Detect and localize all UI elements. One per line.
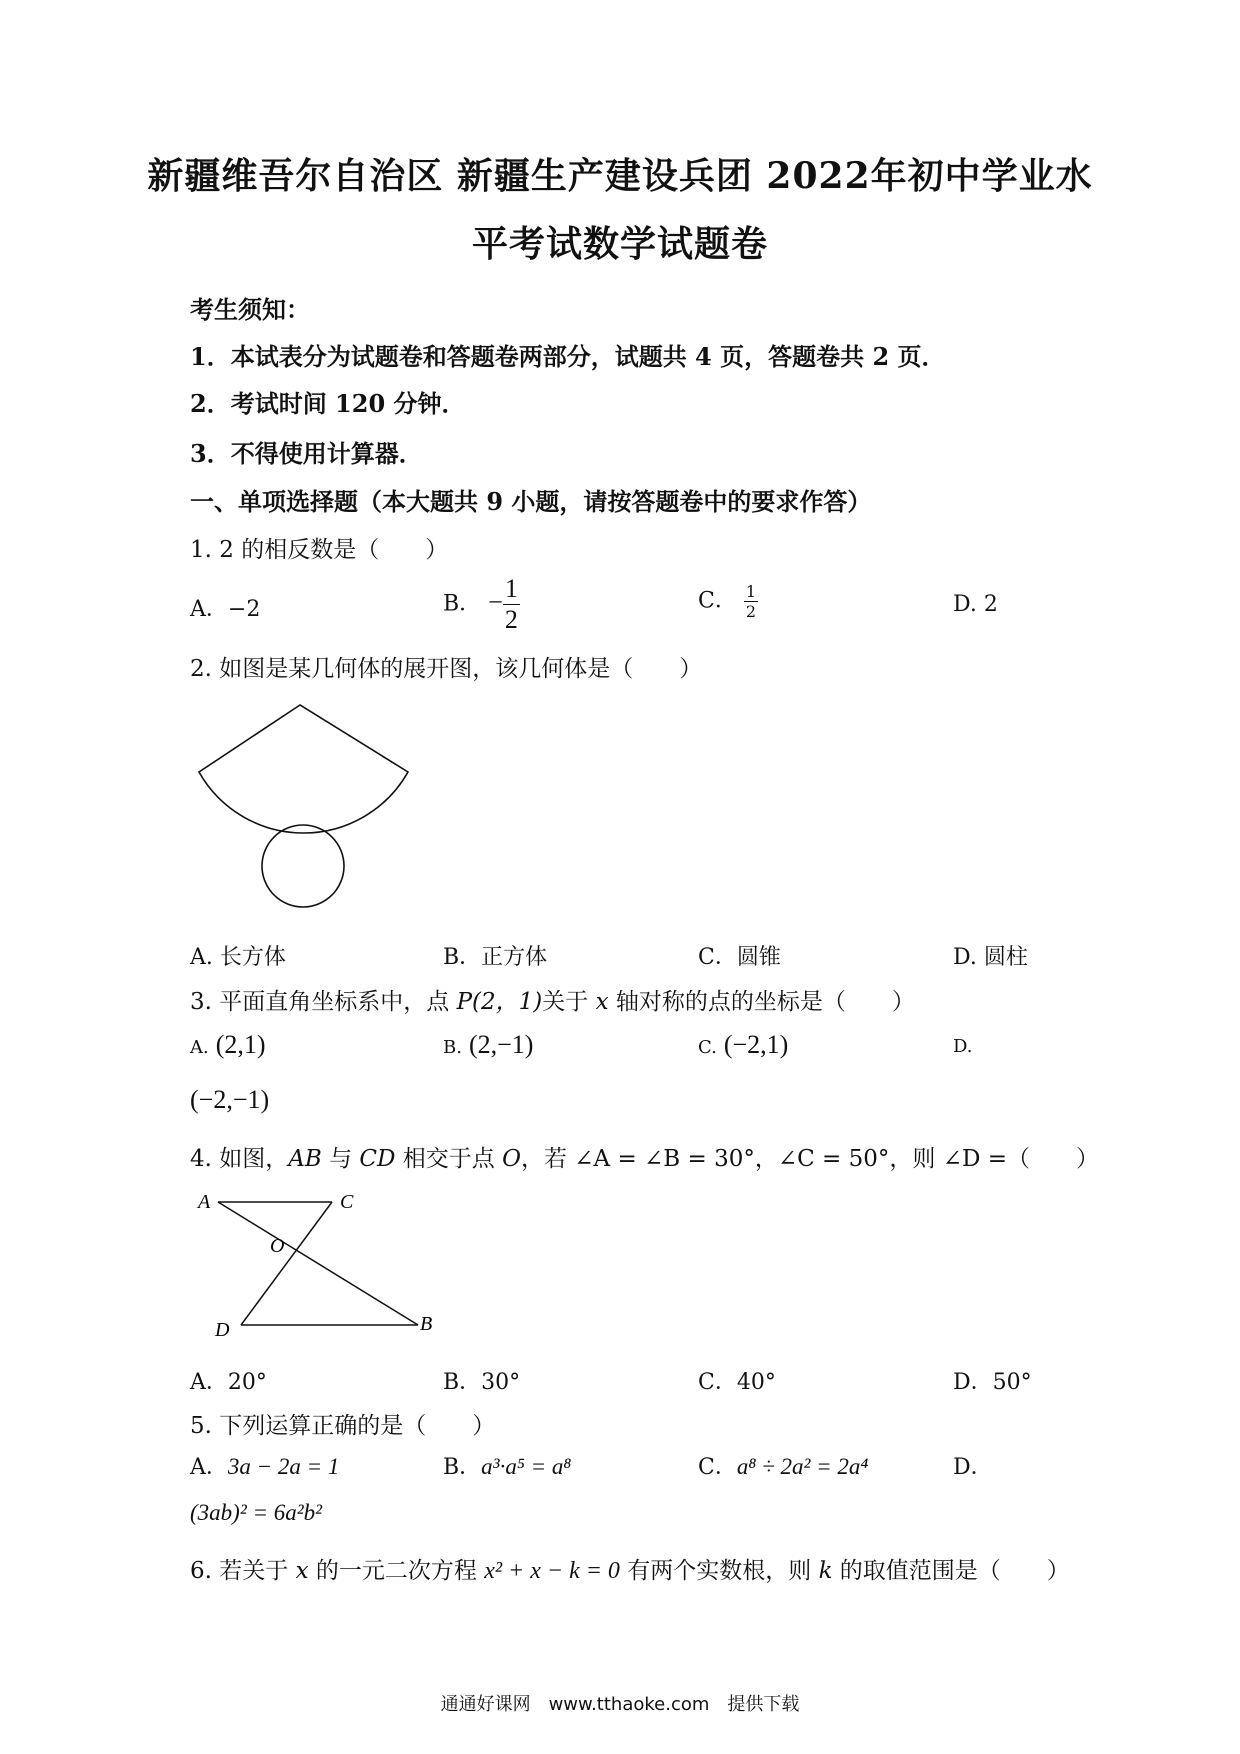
stem-text: 的一元二次方程 <box>308 1558 485 1584</box>
option-label: C. <box>698 1037 717 1058</box>
intersecting-lines-figure <box>190 1190 450 1340</box>
base-circle <box>262 825 344 907</box>
option-label: B. <box>443 1037 462 1058</box>
option-label: A. <box>190 1037 209 1058</box>
section-heading: 一、单项选择题（本大题共 9 小题，请按答题卷中的要求作答） <box>190 487 872 516</box>
fraction-denominator: 2 <box>745 602 757 621</box>
fraction-denominator: 2 <box>504 605 518 634</box>
question-1-option-b <box>443 574 520 635</box>
fraction-numerator: 1 <box>745 582 757 601</box>
stem-text: 与 <box>321 1146 360 1172</box>
axis-variable: x <box>595 989 609 1015</box>
option-value: (3ab)² = 6a²b² <box>190 1500 323 1525</box>
question-3-stem <box>190 983 915 1016</box>
question-6-stem <box>190 1552 1070 1585</box>
question-5-stem: 5. 下列运算正确的是（ ） <box>190 1413 496 1439</box>
stem-text: 关于 <box>542 989 596 1015</box>
question-5-option-d-value <box>190 1500 322 1526</box>
label-b: B <box>420 1313 433 1335</box>
option-value: (2,−1) <box>468 1030 534 1059</box>
notice-heading: 考生须知： <box>190 295 310 324</box>
equation: x² + x − k = 0 <box>484 1558 620 1584</box>
sector-shape <box>199 705 408 833</box>
question-4-option-c: C．40° <box>698 1370 776 1395</box>
page-title-line2: 平考试数学试题卷 <box>471 223 768 265</box>
question-5-option-d <box>953 1450 993 1481</box>
question-2-option-d: D. 圆柱 <box>953 945 1028 970</box>
question-4-option-a: A．20° <box>190 1370 267 1395</box>
option-value: (−2,1) <box>723 1030 789 1059</box>
variable-x: x <box>295 1558 309 1584</box>
stem-text: 的取值范围是（ ） <box>832 1558 1070 1584</box>
segment-cd: CD <box>359 1146 396 1172</box>
question-2-option-b: B．正方体 <box>443 945 548 970</box>
question-2-stem: 2. 如图是某几何体的展开图，该几何体是（ ） <box>190 656 703 682</box>
minus-sign: − <box>488 587 503 617</box>
label-a: A <box>198 1191 211 1213</box>
point-p: P(2，1) <box>456 989 543 1015</box>
question-3-option-c <box>698 1030 788 1060</box>
fraction <box>503 574 520 635</box>
question-4-option-b: B．30° <box>443 1370 521 1395</box>
label-c: C <box>340 1191 354 1213</box>
option-label: A． <box>190 1455 228 1480</box>
label-o: O <box>270 1235 285 1257</box>
cone-net-figure <box>200 700 380 920</box>
stem-text: ，若 ∠A = ∠B = 30°，∠C = 50°，则 ∠D =（ ） <box>520 1146 1099 1172</box>
question-2-option-c: C．圆锥 <box>698 945 781 970</box>
stem-text: 相交于点 <box>395 1146 503 1172</box>
option-label: D. <box>953 1036 973 1057</box>
option-value: (2,1) <box>215 1030 266 1059</box>
page-title-line1: 新疆维吾尔自治区 新疆生产建设兵团 2022年初中学业水 <box>147 155 1093 197</box>
stem-text: 轴对称的点的坐标是（ ） <box>608 989 915 1015</box>
option-value: a⁸ ÷ 2a² = 2a⁴ <box>736 1454 869 1479</box>
notice-item-3: 3．不得使用计算器． <box>190 439 423 468</box>
option-label: B． <box>443 591 482 617</box>
question-5-option-a <box>190 1450 339 1481</box>
stem-text: 4. 如图， <box>190 1146 289 1172</box>
segment-ab: AB <box>288 1146 322 1172</box>
option-value: 3a − 2a = 1 <box>227 1454 340 1479</box>
question-3-option-d <box>953 1033 973 1058</box>
question-1-stem: 1. 2 的相反数是（ ） <box>190 537 449 563</box>
question-3-option-a <box>190 1030 266 1060</box>
fraction-numerator: 1 <box>504 574 518 603</box>
variable-k: k <box>818 1558 833 1584</box>
question-4-option-d: D．50° <box>953 1370 1032 1395</box>
option-label: D． <box>953 1455 993 1480</box>
question-1-option-a: A．−2 <box>190 597 261 622</box>
question-3-option-d-value <box>190 1085 269 1115</box>
page-footer: 通通好课网 www.tthaoke.com 提供下载 <box>440 1694 800 1715</box>
label-d: D <box>215 1319 230 1341</box>
option-value: (−2,−1) <box>190 1085 270 1114</box>
notice-item-2: 2．考试时间 120 分钟． <box>190 389 466 418</box>
question-4-stem <box>190 1140 1099 1173</box>
stem-text: 有两个实数根，则 <box>619 1558 819 1584</box>
notice-item-1: 1．本试表分为试题卷和答题卷两部分，试题共 4 页，答题卷共 2 页． <box>190 342 946 371</box>
question-1-option-c <box>698 582 758 621</box>
question-1-option-d: D. 2 <box>953 592 998 617</box>
stem-text: 6. 若关于 <box>190 1558 296 1584</box>
option-label: C． <box>698 588 737 614</box>
question-3-option-b <box>443 1030 533 1060</box>
option-value: a³·a⁵ = a⁸ <box>481 1454 572 1479</box>
question-5-option-c <box>698 1450 868 1481</box>
option-label: B． <box>443 1455 482 1480</box>
question-5-option-b <box>443 1450 571 1481</box>
stem-text: 3. 平面直角坐标系中，点 <box>190 989 457 1015</box>
point-o: O <box>502 1146 521 1172</box>
option-label: C． <box>698 1455 737 1480</box>
question-2-option-a: A. 长方体 <box>190 945 286 970</box>
fraction <box>744 582 758 621</box>
